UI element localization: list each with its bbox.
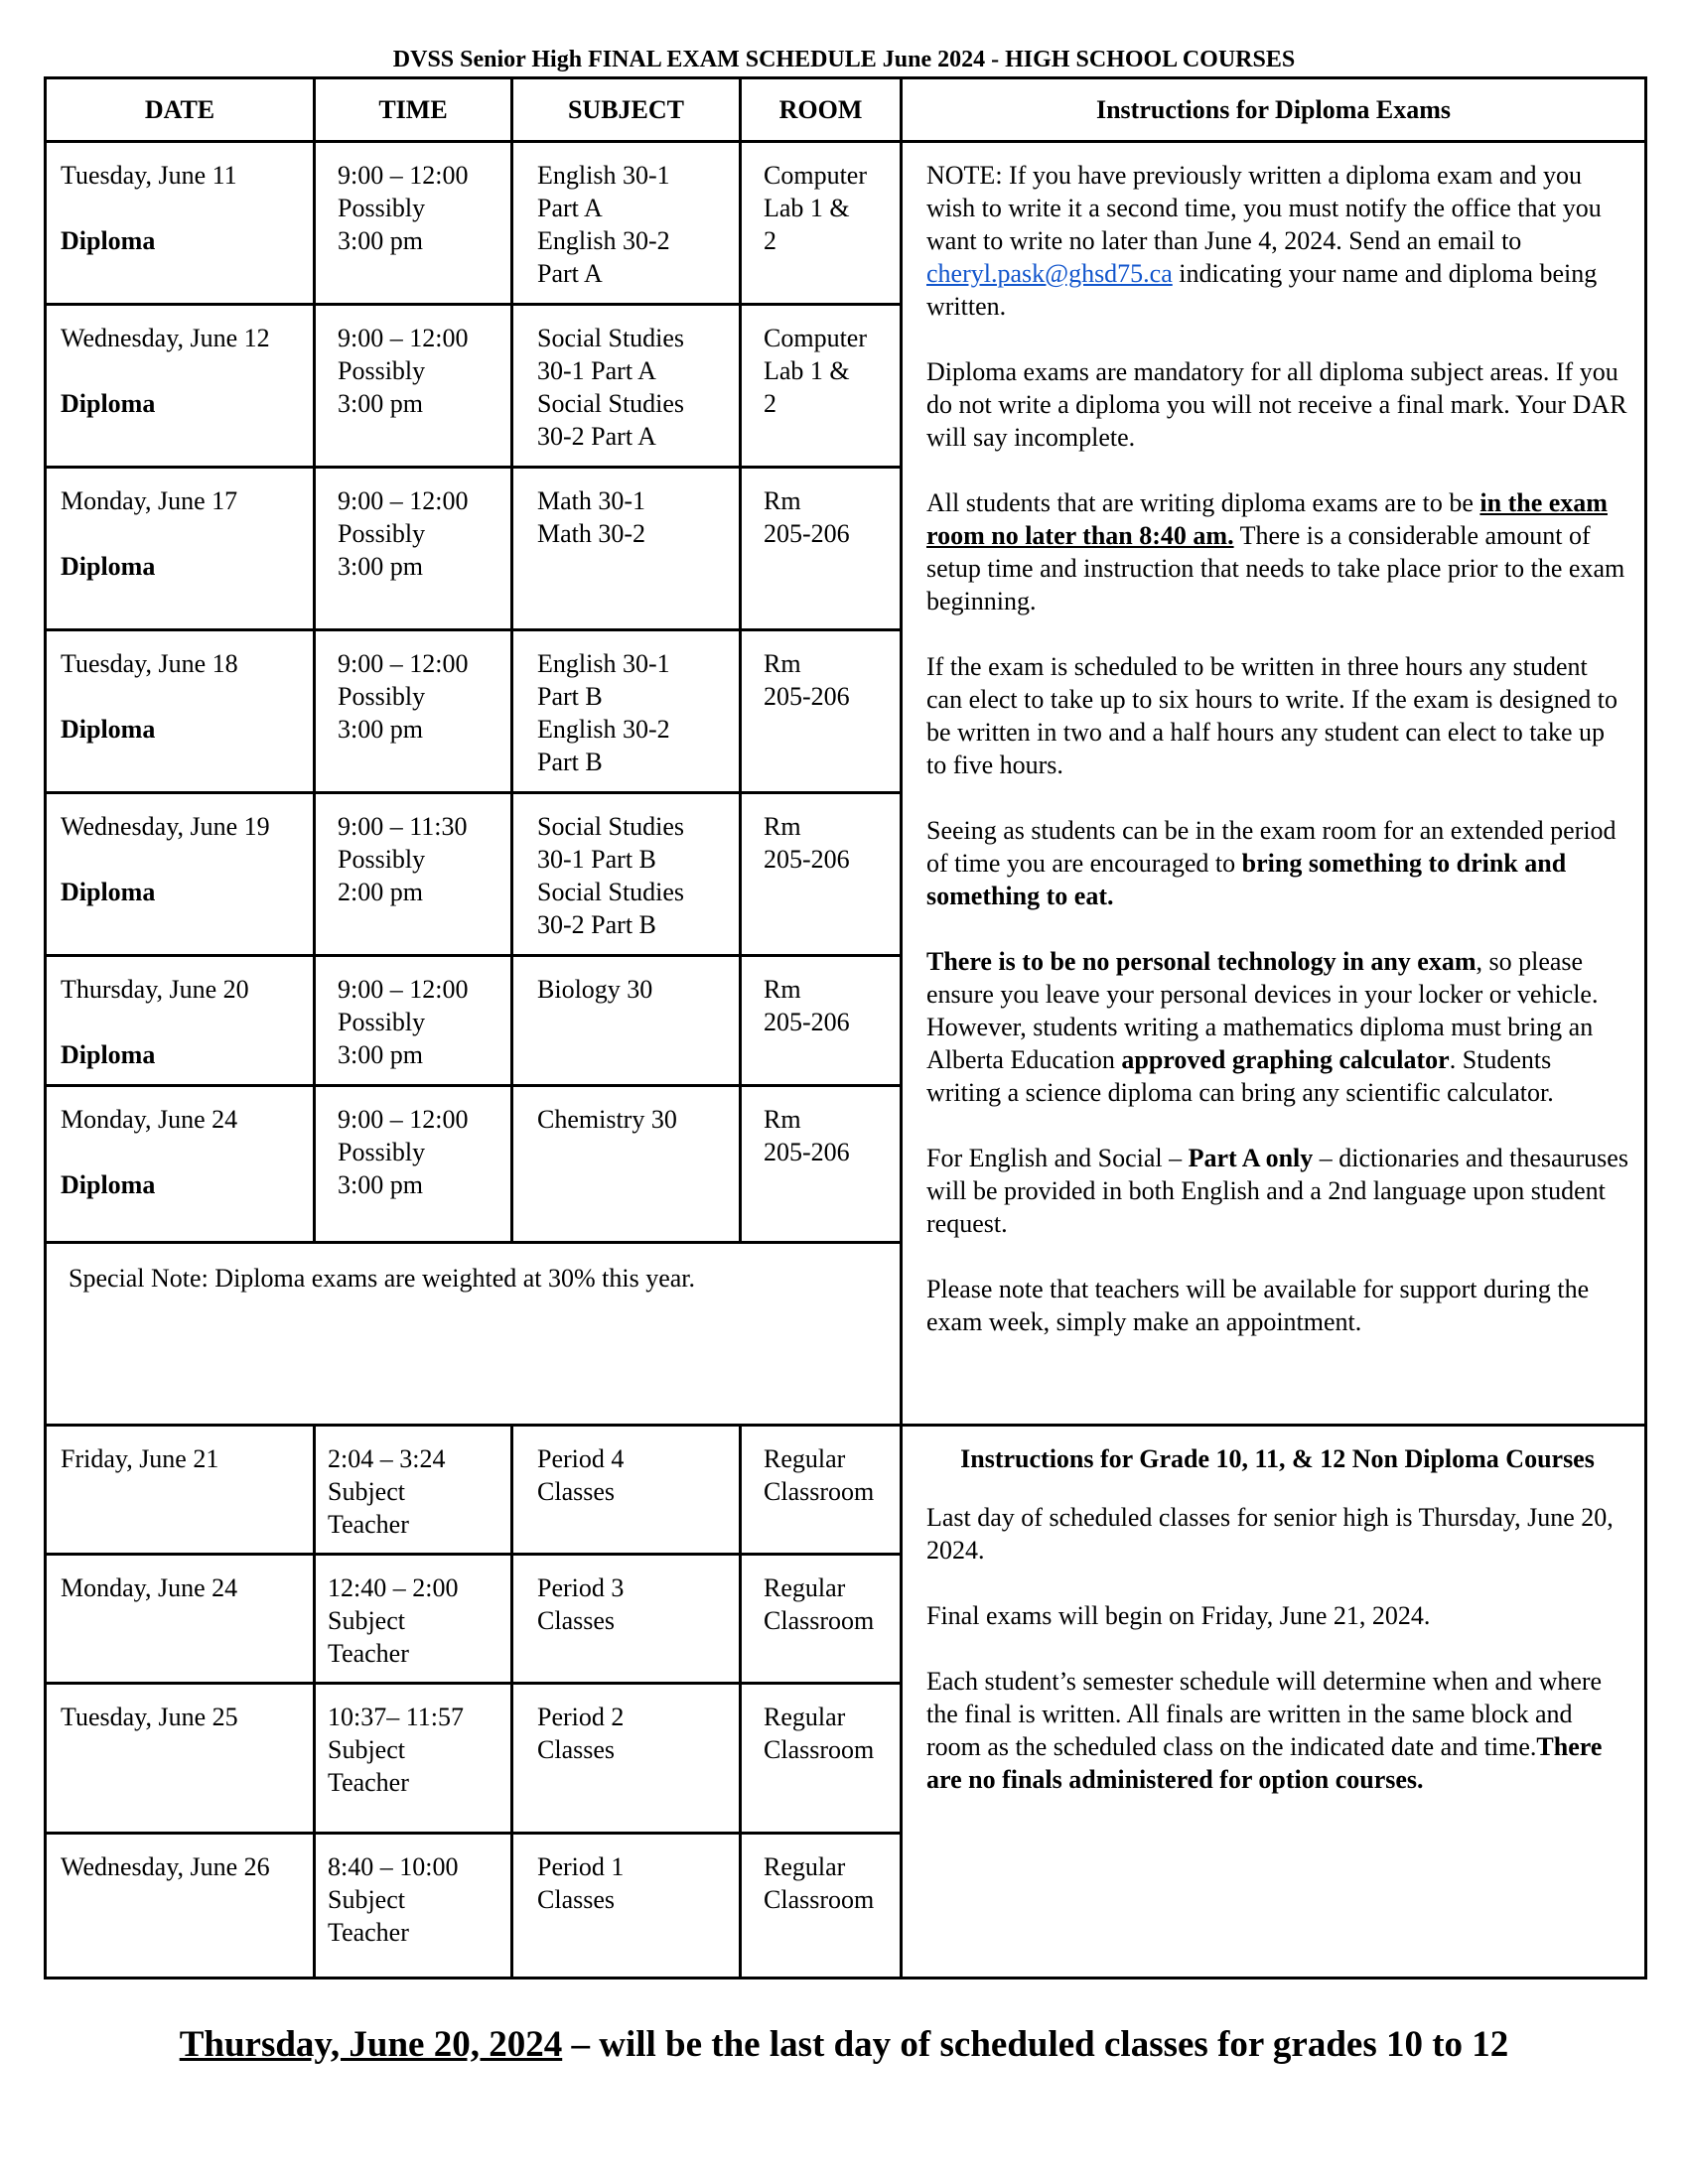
room-line: Lab 1 & (764, 194, 850, 222)
exam-date: Wednesday, June 19 (61, 812, 270, 841)
instruction-paragraph: Please note that teachers will be available for support during the exam week, simply make an appointment. (926, 1275, 1590, 1336)
exam-date: Monday, June 17 (61, 486, 238, 515)
exam-date: Thursday, June 20 (61, 975, 249, 1004)
subject-line: Period 3 (537, 1573, 625, 1602)
subject-line: Part B (537, 748, 603, 776)
subject-cell (512, 793, 741, 956)
time-line: Subject (328, 1606, 405, 1635)
room-cell (741, 1555, 902, 1684)
room-cell (741, 1426, 902, 1555)
diploma-tag: Diploma (61, 226, 156, 255)
subject-line: 30-1 Part B (537, 845, 656, 874)
email-link[interactable]: cheryl.pask@ghsd75.ca (926, 259, 1173, 288)
time-line: Possibly (338, 194, 426, 222)
table-row (46, 142, 1646, 305)
subject-line: Part B (537, 682, 603, 711)
footer-note (0, 2023, 1688, 2067)
room-line: Classroom (764, 1885, 875, 1914)
header-row (46, 78, 1646, 142)
subject-line: English 30-2 (537, 226, 670, 255)
subject-cell (512, 1086, 741, 1243)
subject-line: Social Studies (537, 324, 685, 352)
instruction-paragraph: NOTE: If you have previously written a diploma exam and you wish to write it a second time, you must notify the office that you want to write no later than June 4, 2024. Send an email to cheryl.pask@ghsd75.ca indicating your name and diploma being written. (926, 161, 1602, 321)
subject-cell (512, 468, 741, 630)
room-line: Regular (764, 1852, 846, 1881)
room-line: Rm (764, 1105, 801, 1134)
date-cell (46, 305, 315, 468)
subject-cell (512, 1426, 741, 1555)
time-line: Subject (328, 1477, 405, 1506)
subject-line: Math 30-2 (537, 519, 646, 548)
time-line: 3:00 pm (338, 1040, 423, 1069)
subject-line: Classes (537, 1885, 615, 1914)
time-line: 9:00 – 12:00 (338, 649, 469, 678)
header-time: TIME (315, 78, 512, 142)
time-line: 3:00 pm (338, 715, 423, 744)
time-line: 3:00 pm (338, 226, 423, 255)
room-line: 2 (764, 389, 776, 418)
time-line: 3:00 pm (338, 1170, 423, 1199)
time-line: 9:00 – 12:00 (338, 486, 469, 515)
diploma-tag: Diploma (61, 1040, 156, 1069)
room-line: 205-206 (764, 845, 850, 874)
time-line: 10:37– 11:57 (328, 1703, 464, 1731)
room-line: 205-206 (764, 1008, 850, 1036)
instruction-paragraph: All students that are writing diploma exams are to be in the exam room no later than 8:40 am. There is a considerable amount of setup time and instruction that needs to take place prior to the exam beginning. (926, 488, 1625, 615)
room-cell (741, 956, 902, 1086)
instruction-paragraph: Final exams will begin on Friday, June 21, 2024. (926, 1601, 1431, 1630)
room-line: Classroom (764, 1606, 875, 1635)
subject-line: English 30-2 (537, 715, 670, 744)
subject-cell (512, 305, 741, 468)
diploma-instructions (902, 142, 1646, 1426)
table-row (46, 1426, 1646, 1555)
room-cell (741, 630, 902, 793)
room-cell (741, 1684, 902, 1834)
room-line: Computer (764, 324, 867, 352)
subject-line: 30-2 Part B (537, 910, 656, 939)
subject-cell (512, 1834, 741, 1979)
subject-line: Social Studies (537, 812, 685, 841)
room-cell (741, 1834, 902, 1979)
date-cell (46, 956, 315, 1086)
subject-line: 30-1 Part A (537, 356, 656, 385)
time-line: 9:00 – 12:00 (338, 1105, 469, 1134)
time-cell (315, 142, 512, 305)
room-line: Lab 1 & (764, 356, 850, 385)
time-cell (315, 630, 512, 793)
room-line: Rm (764, 812, 801, 841)
time-line: Teacher (328, 1768, 409, 1797)
subject-line: Social Studies (537, 878, 685, 906)
subject-line: English 30-1 (537, 649, 670, 678)
time-line: Subject (328, 1735, 405, 1764)
time-cell (315, 1426, 512, 1555)
time-line: 2:00 pm (338, 878, 423, 906)
subject-cell (512, 630, 741, 793)
room-line: Regular (764, 1703, 846, 1731)
subject-line: Part A (537, 194, 603, 222)
instruction-paragraph: For English and Social – Part A only – dictionaries and thesauruses will be provided in both English and a 2nd language upon student request. (926, 1144, 1628, 1238)
instruction-paragraph: If the exam is scheduled to be written in three hours any student can elect to take up to six hours to write. If the exam is designed to be written in two and a half hours any student can elect to take up to five hours. (926, 652, 1618, 779)
subject-line: Social Studies (537, 389, 685, 418)
time-line: 2:04 – 3:24 (328, 1444, 446, 1473)
time-line: 8:40 – 10:00 (328, 1852, 459, 1881)
time-line: Possibly (338, 682, 426, 711)
exam-date: Wednesday, June 12 (61, 324, 270, 352)
subject-line: Classes (537, 1606, 615, 1635)
date-cell (46, 1834, 315, 1979)
room-line: Classroom (764, 1477, 875, 1506)
header-instructions: Instructions for Diploma Exams (902, 78, 1646, 142)
time-line: 9:00 – 12:00 (338, 975, 469, 1004)
subject-line: Math 30-1 (537, 486, 646, 515)
subject-cell (512, 1684, 741, 1834)
instruction-paragraph: There is to be no personal technology in any exam, so please ensure you leave your personal devices in your locker or vehicle. However, students writing a mathematics diploma must bring an Alberta Education approved graphing calculator. Students writing a science diploma can bring any scientific calculator. (926, 947, 1599, 1107)
time-line: Teacher (328, 1918, 409, 1947)
room-line: Classroom (764, 1735, 875, 1764)
time-cell (315, 1555, 512, 1684)
time-line: 9:00 – 11:30 (338, 812, 468, 841)
time-line: Teacher (328, 1510, 409, 1539)
header-date: DATE (46, 78, 315, 142)
subject-cell (512, 1555, 741, 1684)
subject-line: Period 4 (537, 1444, 625, 1473)
room-line: Regular (764, 1444, 846, 1473)
room-cell (741, 142, 902, 305)
time-cell (315, 793, 512, 956)
room-line: Computer (764, 161, 867, 190)
instruction-paragraph: Each student’s semester schedule will determine when and where the final is written. All finals are written in the same block and room as the scheduled class on the indicated date and time.There are no finals administered for option courses. (926, 1667, 1603, 1794)
subject-line: Classes (537, 1477, 615, 1506)
exam-date: Tuesday, June 25 (61, 1703, 238, 1731)
room-cell (741, 1086, 902, 1243)
subject-line: Period 2 (537, 1703, 625, 1731)
room-line: 2 (764, 226, 776, 255)
exam-date: Tuesday, June 11 (61, 161, 237, 190)
time-line: Teacher (328, 1639, 409, 1668)
exam-date: Monday, June 24 (61, 1105, 238, 1134)
time-line: 12:40 – 2:00 (328, 1573, 459, 1602)
footer-date: Thursday, June 20, 2024 (179, 2024, 563, 2065)
subject-line: Chemistry 30 (537, 1105, 677, 1134)
exam-schedule-table (44, 76, 1647, 1979)
time-cell (315, 1834, 512, 1979)
diploma-tag: Diploma (61, 1170, 156, 1199)
header-subject: SUBJECT (512, 78, 741, 142)
subject-line: Biology 30 (537, 975, 653, 1004)
room-line: Rm (764, 649, 801, 678)
room-line: Regular (764, 1573, 846, 1602)
time-line: Possibly (338, 1008, 426, 1036)
date-cell (46, 468, 315, 630)
time-cell (315, 1684, 512, 1834)
date-cell (46, 1555, 315, 1684)
room-line: Rm (764, 486, 801, 515)
date-cell (46, 1426, 315, 1555)
time-line: Possibly (338, 356, 426, 385)
subject-line: Part A (537, 259, 603, 288)
subject-cell (512, 142, 741, 305)
subject-cell (512, 956, 741, 1086)
time-line: Subject (328, 1885, 405, 1914)
date-cell (46, 142, 315, 305)
diploma-tag: Diploma (61, 878, 156, 906)
instruction-paragraph: Last day of scheduled classes for senior high is Thursday, June 20, 2024. (926, 1503, 1614, 1565)
instruction-paragraph: Seeing as students can be in the exam room for an extended period of time you are encouraged to bring something to drink and something to eat. (926, 816, 1617, 910)
exam-date: Friday, June 21 (61, 1444, 219, 1473)
room-line: 205-206 (764, 1138, 850, 1166)
diploma-tag: Diploma (61, 552, 156, 581)
diploma-tag: Diploma (61, 389, 156, 418)
instruction-paragraph: Diploma exams are mandatory for all diploma subject areas. If you do not write a diploma you will not receive a final mark. Your DAR will say incomplete. (926, 357, 1627, 452)
subject-line: English 30-1 (537, 161, 670, 190)
time-cell (315, 468, 512, 630)
exam-date: Wednesday, June 26 (61, 1852, 270, 1881)
date-cell (46, 793, 315, 956)
exam-date: Monday, June 24 (61, 1573, 238, 1602)
subject-line: Period 1 (537, 1852, 625, 1881)
time-line: Possibly (338, 1138, 426, 1166)
time-line: 9:00 – 12:00 (338, 324, 469, 352)
room-cell (741, 468, 902, 630)
room-cell (741, 793, 902, 956)
room-line: Rm (764, 975, 801, 1004)
footer-text: – will be the last day of scheduled classes for grades 10 to 12 (562, 2024, 1509, 2065)
special-note: Special Note: Diploma exams are weighted at 30% this year. (46, 1243, 902, 1426)
room-line: 205-206 (764, 519, 850, 548)
time-line: 9:00 – 12:00 (338, 161, 469, 190)
time-cell (315, 956, 512, 1086)
date-cell (46, 630, 315, 793)
time-line: Possibly (338, 845, 426, 874)
subject-line: 30-2 Part A (537, 422, 656, 451)
page-title: DVSS Senior High FINAL EXAM SCHEDULE June 2024 - HIGH SCHOOL COURSES (392, 47, 1296, 72)
time-line: 3:00 pm (338, 389, 423, 418)
date-cell (46, 1086, 315, 1243)
room-cell (741, 305, 902, 468)
diploma-tag: Diploma (61, 715, 156, 744)
time-line: 3:00 pm (338, 552, 423, 581)
instructions-heading: Instructions for Grade 10, 11, & 12 Non Diploma Courses (960, 1444, 1595, 1473)
room-line: 205-206 (764, 682, 850, 711)
date-cell (46, 1684, 315, 1834)
exam-date: Tuesday, June 18 (61, 649, 238, 678)
time-line: Possibly (338, 519, 426, 548)
time-cell (315, 1086, 512, 1243)
subject-line: Classes (537, 1735, 615, 1764)
nondiploma-instructions (902, 1426, 1646, 1979)
time-cell (315, 305, 512, 468)
header-room: ROOM (741, 78, 902, 142)
